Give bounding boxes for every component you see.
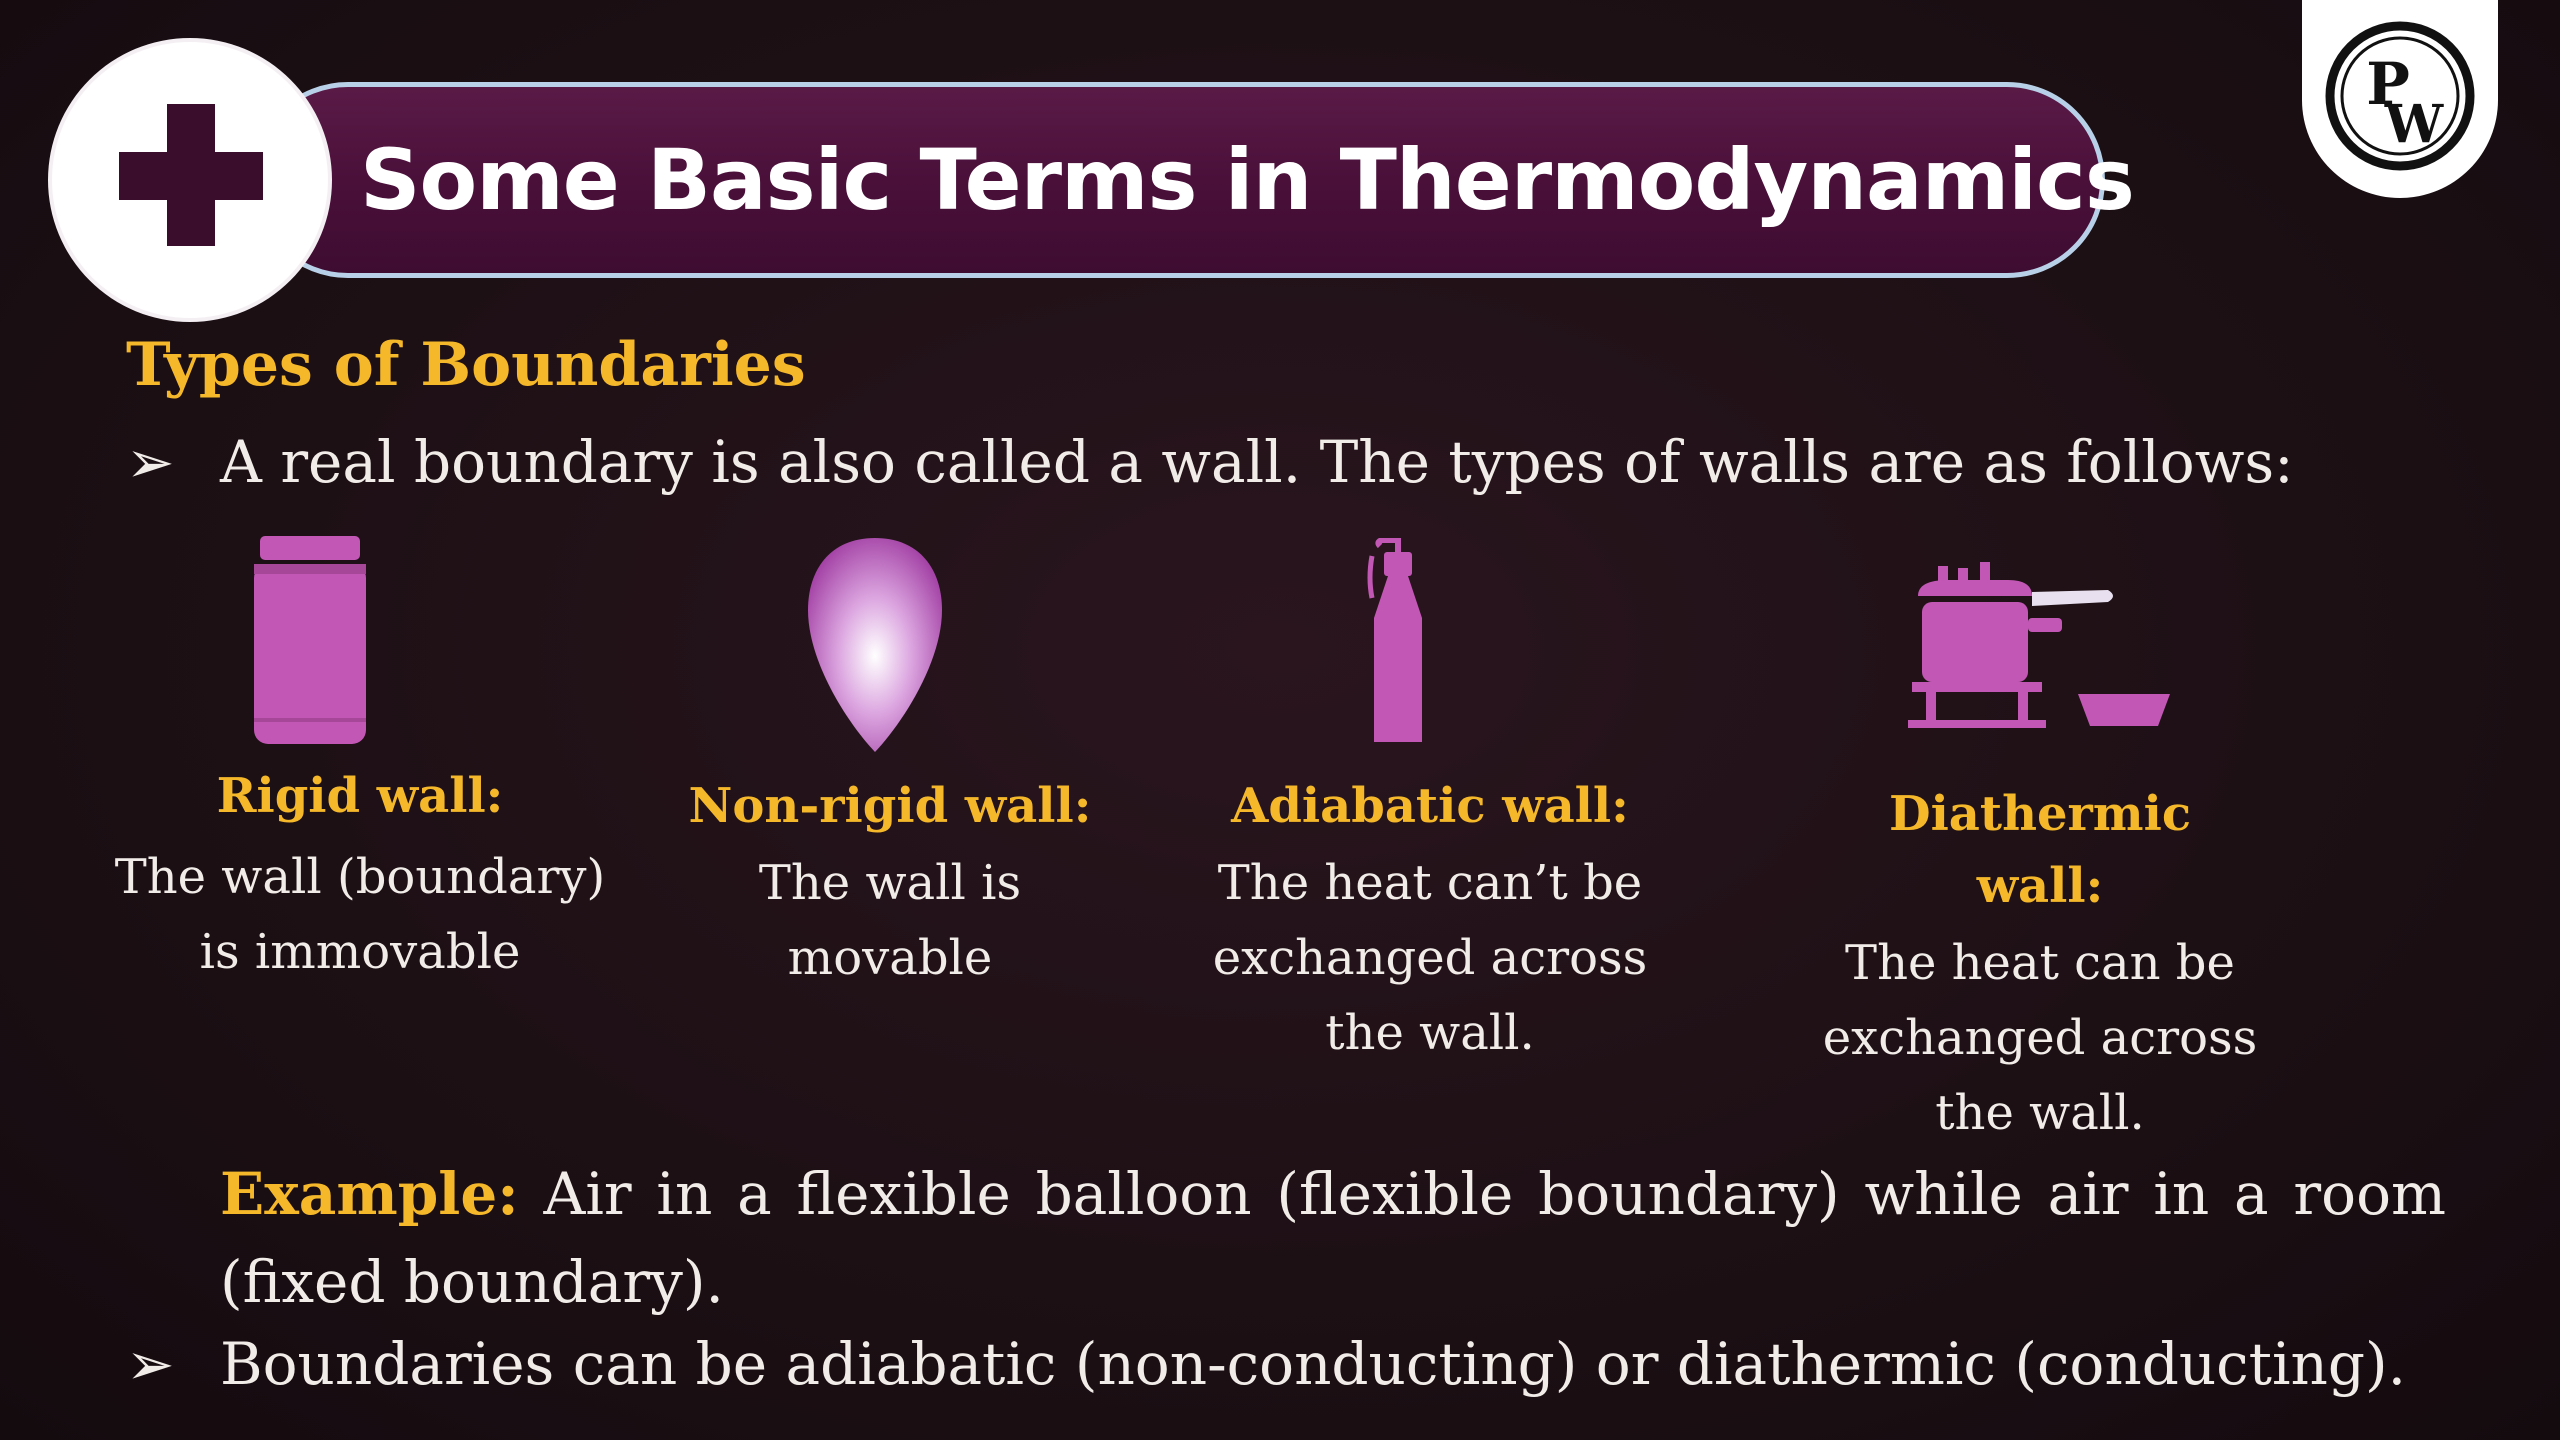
example-paragraph — [220, 1150, 2446, 1326]
pw-logo — [2302, 0, 2498, 198]
bullet-arrow-icon: ➢ — [126, 1330, 175, 1398]
intro-bullet — [126, 428, 2294, 496]
adiabatic-wall-title: Adiabatic wall: — [1231, 778, 1629, 834]
logo-letter-w: W — [2384, 94, 2444, 155]
adiabatic-wall-desc: The heat can’t be exchanged across the wall. — [1212, 855, 1648, 1061]
jar-icon — [250, 530, 370, 750]
logo-letter-p: P — [2366, 50, 2410, 118]
diathermic-wall-title: Diathermic wall: — [1888, 786, 2192, 914]
boundaries-bullet — [126, 1330, 2406, 1398]
example-label: Example: — [220, 1160, 519, 1228]
pressure-cooker-icon — [1908, 562, 2170, 734]
section-heading: Types of Boundaries — [126, 330, 806, 400]
pw-logo-icon — [2322, 18, 2478, 174]
bullet-arrow-icon: ➢ — [126, 428, 175, 496]
diathermic-wall-desc: The heat can be exchanged across the wall. — [1822, 935, 2258, 1141]
boundaries-text: Boundaries can be adiabatic (non-conducting) or diathermic (conducting). — [220, 1330, 2407, 1398]
plus-icon — [52, 42, 328, 318]
non-rigid-wall-title: Non-rigid wall: — [688, 778, 1092, 834]
rigid-wall-title: Rigid wall: — [216, 768, 504, 824]
example-text: Air in a flexible balloon (flexible boundary) while air in a room (fixed boundary). — [220, 1160, 2446, 1316]
page-title: Some Basic Terms in Thermodynamics — [360, 131, 2134, 229]
balloon-icon — [800, 530, 950, 760]
non-rigid-wall-desc: The wall is movable — [758, 855, 1022, 986]
plus-badge — [52, 42, 328, 318]
intro-text: A real boundary is also called a wall. The types of walls are as follows: — [220, 428, 2294, 496]
flask-bottle-icon — [1358, 538, 1438, 748]
rigid-wall-desc: The wall (boundary) is immovable — [114, 849, 606, 980]
